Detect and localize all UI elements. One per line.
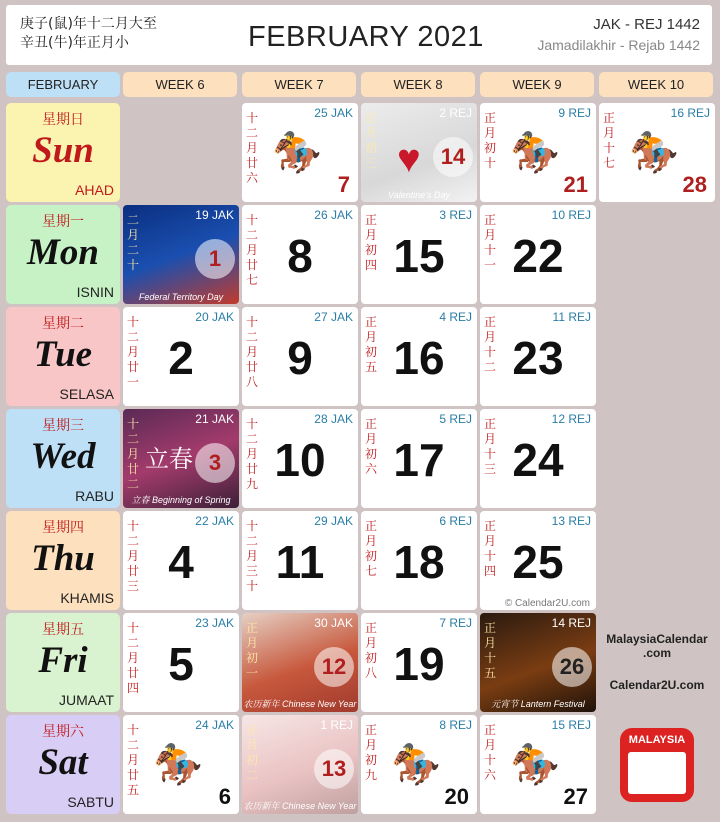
islamic-date: 12 REJ	[551, 412, 591, 426]
lunar-date: 正月十七	[603, 111, 616, 170]
lunar-date: 十二月廿五	[127, 723, 140, 797]
horse-racing-icon: 🏇	[510, 131, 560, 175]
date-number: 8	[287, 230, 313, 282]
lunar-date: 十二月廿八	[246, 315, 259, 389]
site1-line2: .com	[642, 646, 671, 660]
lunar-date: 正月初五	[365, 315, 378, 374]
day-chinese: 星期六	[42, 724, 84, 740]
day-malay: AHAD	[75, 182, 114, 198]
day-chinese: 星期四	[42, 520, 84, 536]
week-header-10: WEEK 10	[599, 72, 713, 97]
islamic-date: 1 REJ	[320, 718, 353, 732]
week-header-9: WEEK 9	[480, 72, 594, 97]
date-cell-24[interactable]	[480, 409, 596, 508]
lunar-date: 正月十四	[484, 519, 497, 578]
islamic-date: 5 REJ	[439, 412, 472, 426]
malaysia-calendar-app-icon[interactable]	[620, 728, 694, 802]
lunar-date: 十二月廿六	[246, 111, 259, 185]
date-cell-5[interactable]	[123, 613, 239, 712]
site-link-malaysiacalendar[interactable]	[600, 632, 714, 660]
day-malay: SABTU	[67, 794, 114, 810]
date-number: 1	[195, 239, 235, 279]
date-cell-26[interactable]	[480, 613, 596, 712]
lunar-date: 十二月廿二	[127, 417, 140, 491]
horse-racing-icon: 🏇	[629, 131, 679, 175]
islamic-date: 3 REJ	[439, 208, 472, 222]
islamic-date: 14 REJ	[551, 616, 591, 630]
date-number: 21	[563, 172, 588, 197]
watermark: © Calendar2U.com	[504, 598, 590, 609]
heart-icon: ♥	[397, 137, 421, 181]
islamic-date: 24 JAK	[195, 718, 234, 732]
lunar-date: 正月十五	[484, 621, 497, 680]
day-malay: RABU	[75, 488, 114, 504]
date-cell-19[interactable]	[361, 613, 477, 712]
day-malay: KHAMIS	[60, 590, 114, 606]
islamic-date: 16 REJ	[670, 106, 710, 120]
day-english: Sat	[38, 742, 88, 783]
date-number: 11	[275, 536, 325, 588]
date-cell-23[interactable]	[480, 307, 596, 406]
islamic-date: 6 REJ	[439, 514, 472, 528]
lunar-date: 二月二十	[127, 213, 140, 272]
lunar-date: 十二月廿三	[127, 519, 140, 593]
lunar-date: 正月十二	[484, 315, 497, 374]
day-english: Fri	[38, 640, 88, 681]
chinese-year-label	[20, 15, 157, 53]
date-number: 23	[512, 332, 564, 384]
date-cell-15[interactable]	[361, 205, 477, 304]
date-number: 17	[393, 434, 445, 486]
date-cell-11[interactable]	[242, 511, 358, 610]
day-chinese: 星期三	[42, 418, 84, 434]
islamic-line2: Jamadilakhir - Rejab 1442	[537, 37, 700, 53]
date-cell-28[interactable]	[599, 103, 715, 202]
lunar-date: 正月十三	[484, 417, 497, 476]
horse-racing-icon: 🏇	[153, 743, 203, 787]
date-number: 22	[512, 230, 564, 282]
islamic-date: 26 JAK	[314, 208, 353, 222]
islamic-date: 21 JAK	[195, 412, 234, 426]
date-cell-17[interactable]	[361, 409, 477, 508]
month-column-header: FEBRUARY	[6, 72, 120, 97]
spring-character: 立春	[145, 446, 193, 473]
date-number: 7	[337, 172, 350, 197]
site1-line1: MalaysiaCalendar	[606, 632, 708, 646]
horse-racing-icon: 🏇	[510, 743, 560, 787]
islamic-date: 22 JAK	[195, 514, 234, 528]
date-number: 19	[393, 638, 445, 690]
lunar-date: 正月初十	[484, 111, 497, 170]
islamic-line1: JAK - REJ 1442	[593, 16, 700, 33]
day-english: Sun	[32, 130, 94, 171]
day-chinese: 星期五	[42, 622, 84, 638]
lunar-date: 正月初六	[365, 417, 378, 476]
lunar-date: 十二月廿九	[246, 417, 259, 491]
day-english: Thu	[31, 538, 95, 579]
date-cell-12[interactable]	[242, 613, 358, 712]
date-cell-7[interactable]	[242, 103, 358, 202]
islamic-date: 20 JAK	[195, 310, 234, 324]
date-cell-6[interactable]	[123, 715, 239, 814]
event-label: Federal Territory Day	[138, 292, 224, 302]
lunar-date: 正月初一	[246, 621, 259, 680]
islamic-date: 7 REJ	[439, 616, 472, 630]
date-number: 25	[512, 536, 564, 588]
date-cell-22[interactable]	[480, 205, 596, 304]
chinese-year-line1: 庚子(鼠)年十二月大至	[20, 16, 157, 32]
date-number: 3	[195, 443, 235, 483]
date-number: 12	[314, 647, 354, 687]
day-malay: JUMAAT	[59, 692, 114, 708]
date-cell-4[interactable]	[123, 511, 239, 610]
horse-racing-icon: 🏇	[272, 131, 322, 175]
islamic-date: 10 REJ	[551, 208, 591, 222]
lunar-date: 十二月廿四	[127, 621, 140, 695]
date-number: 24	[512, 434, 564, 486]
lunar-date: 十二月三十	[246, 519, 259, 593]
date-number: 14	[433, 137, 473, 177]
lunar-date: 正月十一	[484, 213, 497, 272]
lunar-date: 十二月廿一	[127, 315, 140, 389]
day-label-sat	[6, 715, 120, 814]
week-header-8: WEEK 8	[361, 72, 475, 97]
day-chinese: 星期一	[42, 214, 84, 230]
day-label-sun	[6, 103, 120, 202]
lunar-date: 正月初九	[365, 723, 378, 782]
day-label-mon	[6, 205, 120, 304]
lunar-date: 正月初七	[365, 519, 378, 578]
day-label-wed	[6, 409, 120, 508]
day-malay: SELASA	[59, 386, 114, 402]
lunar-date: 正月初四	[365, 213, 378, 272]
lunar-date: 正月初八	[365, 621, 378, 680]
date-number: 5	[168, 638, 194, 690]
date-cell-25[interactable]	[480, 511, 596, 610]
day-english: Tue	[33, 334, 93, 375]
event-label: Valentine's Day	[388, 190, 450, 200]
date-cell-13[interactable]	[242, 715, 358, 814]
date-cell-1[interactable]	[123, 205, 239, 304]
islamic-date: 25 JAK	[314, 106, 353, 120]
date-cell-16[interactable]	[361, 307, 477, 406]
day-english: Wed	[30, 436, 96, 477]
islamic-date: 29 JAK	[314, 514, 353, 528]
date-number: 13	[314, 749, 354, 789]
islamic-date: 28 JAK	[314, 412, 353, 426]
islamic-date: 27 JAK	[314, 310, 353, 324]
day-chinese: 星期日	[42, 112, 84, 128]
date-number: 27	[563, 784, 588, 809]
week-header-6: WEEK 6	[123, 72, 237, 97]
date-number: 6	[218, 784, 231, 809]
date-cell-20[interactable]	[361, 715, 477, 814]
islamic-date: 8 REJ	[439, 718, 472, 732]
header-bar	[6, 5, 712, 65]
date-cell-27[interactable]	[480, 715, 596, 814]
date-number: 16	[393, 332, 445, 384]
date-cell-2[interactable]	[123, 307, 239, 406]
islamic-date: 23 JAK	[195, 616, 234, 630]
lunar-date: 正月初三	[365, 111, 378, 170]
islamic-month-label	[537, 15, 700, 55]
lunar-date: 正月十六	[484, 723, 497, 782]
event-label: 农历新年 Chinese New Year	[243, 699, 357, 709]
islamic-date: 9 REJ	[558, 106, 591, 120]
date-number: 20	[444, 784, 469, 809]
date-number: 15	[393, 230, 445, 282]
date-number: 2	[168, 332, 194, 384]
islamic-date: 2 REJ	[439, 106, 472, 120]
islamic-date: 4 REJ	[439, 310, 472, 324]
islamic-date: 30 JAK	[314, 616, 353, 630]
day-english: Mon	[27, 232, 99, 273]
date-number: 4	[168, 536, 194, 588]
islamic-date: 11 REJ	[552, 310, 591, 324]
lunar-date: 正月初二	[246, 723, 259, 782]
day-label-fri	[6, 613, 120, 712]
date-number: 9	[287, 332, 313, 384]
islamic-date: 19 JAK	[195, 208, 234, 222]
date-cell-9[interactable]	[242, 307, 358, 406]
site-link-calendar2u[interactable]: Calendar2U.com	[609, 678, 705, 692]
lunar-date: 十二月廿七	[246, 213, 259, 287]
date-cell-8[interactable]	[242, 205, 358, 304]
date-cell-14[interactable]	[361, 103, 477, 202]
date-cell-3[interactable]	[123, 409, 239, 508]
date-number: 28	[682, 172, 707, 197]
islamic-date: 15 REJ	[551, 718, 591, 732]
event-label: 农历新年 Chinese New Year	[243, 801, 357, 811]
chinese-year-line2: 辛丑(牛)年正月小	[20, 35, 129, 51]
date-number: 26	[552, 647, 592, 687]
day-malay: ISNIN	[76, 284, 114, 300]
event-label: 立春 Beginning of Spring	[131, 495, 231, 505]
app-icon-label: MALAYSIA	[628, 734, 686, 746]
horse-racing-icon: 🏇	[391, 743, 441, 787]
calendar-grid-icon	[628, 752, 686, 794]
date-number: 18	[393, 536, 445, 588]
date-cell-10[interactable]	[242, 409, 358, 508]
event-label: 元宵节 Lantern Festival	[491, 699, 585, 709]
day-label-tue	[6, 307, 120, 406]
day-label-thu	[6, 511, 120, 610]
week-header-7: WEEK 7	[242, 72, 356, 97]
date-cell-18[interactable]	[361, 511, 477, 610]
date-cell-21[interactable]	[480, 103, 596, 202]
date-number: 10	[274, 434, 326, 486]
islamic-date: 13 REJ	[551, 514, 591, 528]
page-title: FEBRUARY 2021	[248, 21, 484, 53]
day-chinese: 星期二	[42, 316, 84, 332]
